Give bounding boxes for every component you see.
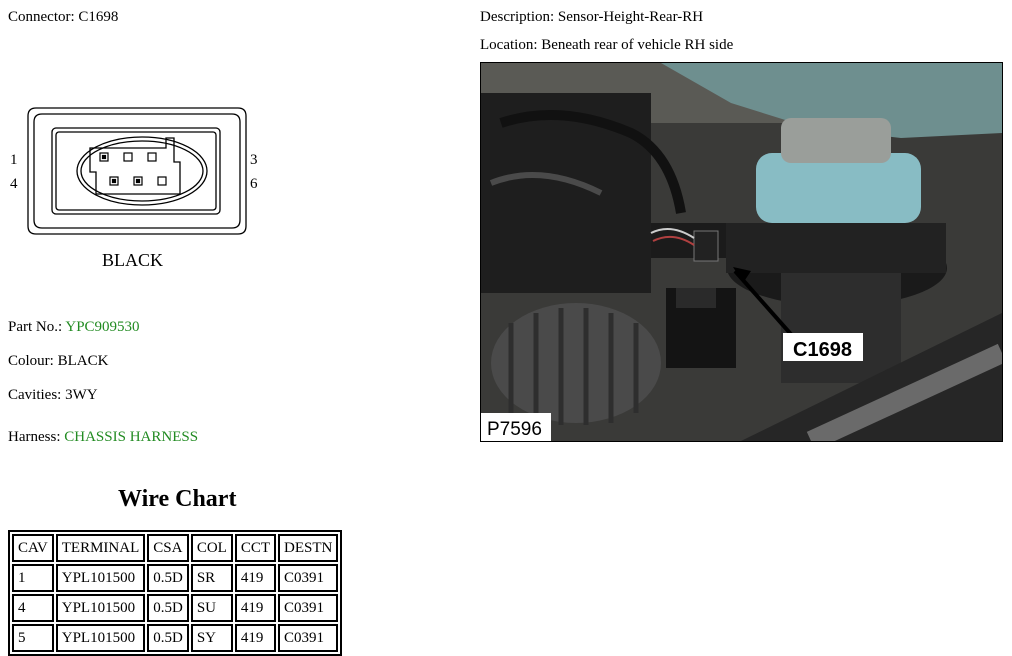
cell-destn: C0391	[278, 564, 338, 592]
location-value: Beneath rear of vehicle RH side	[541, 37, 734, 53]
cell-destn: C0391	[278, 624, 338, 652]
photo-callout-label: C1698	[793, 339, 852, 361]
pin-label-4: 4	[10, 176, 18, 192]
description-value: Sensor-Height-Rear-RH	[557, 9, 704, 25]
cavity-2	[124, 153, 132, 161]
description-label: Description:	[480, 9, 555, 25]
harness-value: CHASSIS HARNESS	[64, 429, 199, 445]
location-label: Location:	[480, 37, 538, 53]
part-no-value: YPC909530	[65, 319, 140, 335]
location-photo	[480, 62, 1003, 442]
cell-cav: 1	[12, 564, 54, 592]
connector-value: C1698	[78, 9, 119, 25]
cavities-value: 3WY	[65, 387, 98, 403]
photo-reference-label: P7596	[487, 419, 542, 440]
part-no-label: Part No.:	[8, 319, 63, 335]
header-cct: CCT	[235, 534, 276, 562]
connector-line	[8, 8, 118, 26]
wire-chart-header-row	[12, 534, 338, 562]
cell-terminal: YPL101500	[56, 624, 146, 652]
location-photo-illustration	[481, 63, 1002, 441]
header-destn: DESTN	[278, 534, 338, 562]
colour-label: Colour:	[8, 353, 54, 369]
cell-cct: 419	[235, 624, 276, 652]
wire-chart-title: Wire Chart	[118, 486, 237, 512]
cell-csa: 0.5D	[147, 594, 189, 622]
cell-col: SY	[191, 624, 233, 652]
cell-cav: 4	[12, 594, 54, 622]
cavity-1-contact	[103, 156, 106, 159]
cell-cct: 419	[235, 594, 276, 622]
cell-terminal: YPL101500	[56, 594, 146, 622]
cavity-5-contact	[137, 180, 140, 183]
cell-col: SR	[191, 564, 233, 592]
cell-col: SU	[191, 594, 233, 622]
cell-terminal: YPL101500	[56, 564, 146, 592]
table-row	[12, 624, 338, 652]
header-terminal: TERMINAL	[56, 534, 146, 562]
pin-label-6: 6	[250, 176, 258, 192]
cavity-3	[148, 153, 156, 161]
cell-csa: 0.5D	[147, 564, 189, 592]
harness-label: Harness:	[8, 429, 61, 445]
wire-chart-table	[8, 530, 342, 656]
connector-label: Connector:	[8, 9, 75, 25]
cell-cav: 5	[12, 624, 54, 652]
cavities-line	[8, 386, 98, 404]
colour-line	[8, 352, 108, 370]
connector-diagram	[6, 98, 276, 278]
colour-value: BLACK	[57, 353, 109, 369]
header-csa: CSA	[147, 534, 189, 562]
header-cav: CAV	[12, 534, 54, 562]
cavities-label: Cavities:	[8, 387, 62, 403]
part-no-line	[8, 318, 140, 336]
harness-line	[8, 428, 198, 446]
cavity-6	[158, 177, 166, 185]
diagram-colour-label: BLACK	[102, 250, 164, 270]
header-col: COL	[191, 534, 233, 562]
pin-label-3: 3	[250, 152, 258, 168]
cell-destn: C0391	[278, 594, 338, 622]
cell-cct: 419	[235, 564, 276, 592]
pin-label-1: 1	[10, 152, 18, 168]
cell-csa: 0.5D	[147, 624, 189, 652]
location-line	[480, 36, 733, 54]
cavity-4-contact	[113, 180, 116, 183]
description-line	[480, 8, 703, 26]
table-row	[12, 594, 338, 622]
table-row	[12, 564, 338, 592]
